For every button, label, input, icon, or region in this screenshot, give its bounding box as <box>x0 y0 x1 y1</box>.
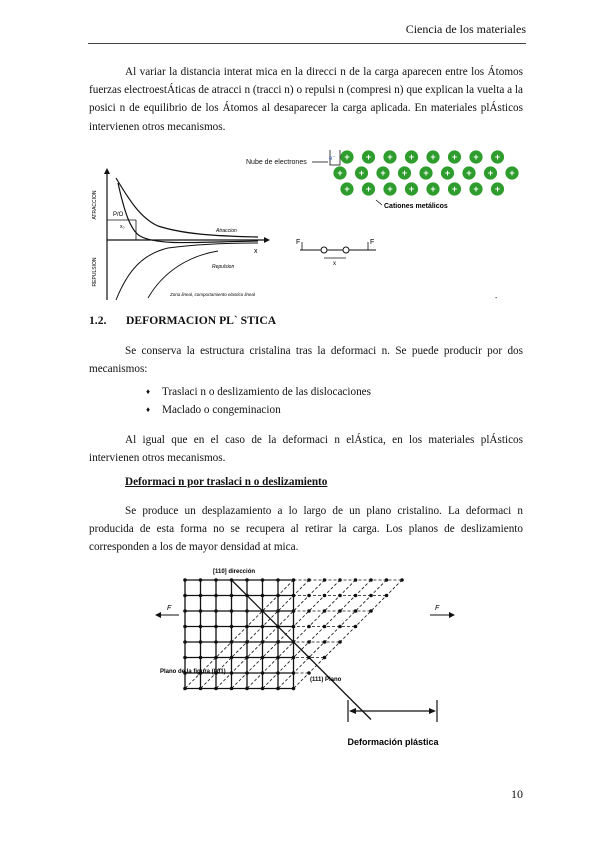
bullet-item <box>146 386 371 398</box>
slip-plane-label: (111) Plano <box>310 677 342 683</box>
plus-icon: + <box>408 152 415 162</box>
deformation-caption: Deformación plástica <box>347 737 439 747</box>
plus-icon: + <box>466 168 472 178</box>
axis-repulsion-label: REPULSION <box>92 257 98 287</box>
lattice-atom <box>323 609 327 613</box>
section-number: 1.2. <box>89 314 107 327</box>
lattice-atom <box>199 578 203 582</box>
lattice-atom <box>261 594 265 598</box>
plus-icon: + <box>337 168 343 178</box>
atom-left <box>321 247 327 253</box>
bullet-marker: ♦ <box>146 387 151 396</box>
force-left-label: F <box>296 239 301 246</box>
lattice-atom <box>338 578 342 582</box>
lattice-atom <box>323 640 327 644</box>
electron-symbol: e⁻ <box>329 156 336 162</box>
bullet-marker: ♦ <box>146 405 151 414</box>
crystal-grid <box>183 578 404 719</box>
plus-icon: + <box>494 152 501 162</box>
lattice-atom <box>385 594 389 598</box>
lattice-atom <box>230 625 234 629</box>
plus-icon: + <box>473 152 479 162</box>
plus-icon: + <box>365 152 372 162</box>
lattice-atom <box>323 578 327 582</box>
y-axis-arrow <box>104 168 110 174</box>
lattice-atom <box>214 625 218 629</box>
plus-icon: + <box>344 184 350 194</box>
figure-interatomic-forces <box>88 150 526 302</box>
figure-slip-deformation <box>155 560 455 750</box>
bullet-text: Traslaci n o deslizamiento de las dislocaciones <box>162 386 371 398</box>
lattice-atom <box>369 594 373 598</box>
lattice-atom <box>276 578 280 582</box>
cation-label: Cationes metálicos <box>384 203 448 210</box>
plus-icon: + <box>423 168 429 178</box>
resultant-curve <box>118 183 258 243</box>
repulsion-branch <box>148 251 218 298</box>
lattice-atom <box>199 640 203 644</box>
lattice-atom <box>307 594 311 598</box>
paragraph-other-mechanisms: Al igual que en el caso de la deformaci n elÁstica, en los materiales plÁsticos intervienen otros mecanismos. <box>89 434 523 465</box>
figure-plane-label: Plano de la figura (001) <box>160 669 226 675</box>
plus-icon: + <box>430 152 436 162</box>
force-right-label: F <box>435 605 440 612</box>
lattice-atom <box>354 594 358 598</box>
force-left-label: F <box>167 605 172 612</box>
figure-mark: - <box>495 295 498 302</box>
lattice-atom <box>183 578 187 582</box>
lattice-atom <box>199 656 203 660</box>
lattice-atom <box>307 640 311 644</box>
p-label: P/O <box>113 212 124 218</box>
lattice-atom <box>354 578 358 582</box>
lattice-atom <box>307 609 311 613</box>
lattice-atom <box>199 594 203 598</box>
subheading-slip: Deformaci n por traslaci n o deslizamiento <box>125 476 328 488</box>
lattice-atom <box>338 609 342 613</box>
plus-icon: + <box>387 184 393 194</box>
lattice-atom <box>307 625 311 629</box>
force-right-label: F <box>370 239 375 246</box>
bullet-item <box>146 404 281 416</box>
running-header: Ciencia de los materiales <box>405 22 526 36</box>
lattice-atom <box>338 625 342 629</box>
lattice-atom <box>214 609 218 613</box>
lattice-atom <box>307 578 311 582</box>
lattice-atom <box>183 625 187 629</box>
plus-icon: + <box>365 184 372 194</box>
attraction-label: Atraccion <box>216 228 237 234</box>
plus-icon: + <box>451 184 458 194</box>
lattice-atom <box>183 594 187 598</box>
header-divider <box>88 43 526 44</box>
lattice-atom <box>214 594 218 598</box>
lattice-atom <box>385 578 389 582</box>
linear-zone-caption: Zona lineal, comportamiento elastico lineal <box>170 292 256 297</box>
plus-icon: + <box>408 184 415 194</box>
lattice-atom <box>183 656 187 660</box>
atom-right <box>343 247 349 253</box>
lattice-atom <box>183 609 187 613</box>
plus-icon: + <box>451 152 458 162</box>
x-axis-label: x <box>254 248 258 255</box>
plus-icon: + <box>387 152 393 162</box>
lattice-atom <box>230 609 234 613</box>
lattice-atom <box>230 594 234 598</box>
lattice-atom <box>245 609 249 613</box>
lattice-atom <box>354 625 358 629</box>
distance-label: x <box>333 261 336 267</box>
repulsion-label: Repulsion <box>212 264 235 270</box>
page-number: 10 <box>511 787 523 801</box>
plus-icon: + <box>358 168 365 178</box>
lattice-atom <box>369 578 373 582</box>
lattice-atom <box>214 640 218 644</box>
plus-icon: + <box>344 152 350 162</box>
lattice-atom <box>323 625 327 629</box>
lattice-atom <box>307 671 311 675</box>
paragraph-elastic-forces: Al variar la distancia interat mica en la direcci n de la carga aparecen entre los Átomos fuerzas electroestÁticas de atracci n (tracci n) o repulsi n (compresi n) que explican la vuelta a la posici n de equilibrio de los Átomos al desaparecer la carga aplicada. En materiales plÁsticos intervienen otros mecanismos. <box>89 66 523 133</box>
x0-label: x₀ <box>120 224 125 230</box>
plus-icon: + <box>444 168 451 178</box>
lattice-atom <box>245 578 249 582</box>
paragraph-slip-description: Se produce un desplazamiento a lo largo de un plano cristalino. La deformaci n producida de esta forma no se recupera al retirar la carga. Los planos de deslizamiento corresponden a los de mayor densidad at mica. <box>89 505 523 554</box>
lattice-atom <box>261 578 265 582</box>
lattice-atom <box>400 578 404 582</box>
x-axis-arrow <box>264 237 270 243</box>
direction-label: [110] dirección <box>213 569 256 575</box>
lattice-atom <box>214 578 218 582</box>
plus-icon: + <box>509 168 515 178</box>
plus-icon: + <box>494 184 501 194</box>
lattice-atom <box>199 625 203 629</box>
plus-icon: + <box>401 168 408 178</box>
bullet-text: Maclado o congeminacion <box>162 404 281 416</box>
electron-cloud-label: Nube de electrones <box>246 159 307 166</box>
lattice-atom <box>369 609 373 613</box>
axis-attraction-label: ATRACCION <box>92 190 98 220</box>
plus-icon: + <box>487 168 494 178</box>
slip-plane-line <box>232 580 372 720</box>
plus-icon: + <box>473 184 479 194</box>
lattice-atom <box>183 640 187 644</box>
lattice-atom <box>354 609 358 613</box>
lattice-atom <box>323 594 327 598</box>
paragraph-plastic-intro: Se conserva la estructura cristalina tras la deformaci n. Se puede producir por dos mecanismos: <box>89 345 523 376</box>
lattice-atom <box>199 609 203 613</box>
section-title: DEFORMACION PL` STICA <box>126 314 277 327</box>
lattice-atom <box>338 640 342 644</box>
lattice-atom <box>323 656 327 660</box>
plus-icon: + <box>430 184 436 194</box>
lattice-atom <box>338 594 342 598</box>
plus-icon: + <box>380 168 386 178</box>
